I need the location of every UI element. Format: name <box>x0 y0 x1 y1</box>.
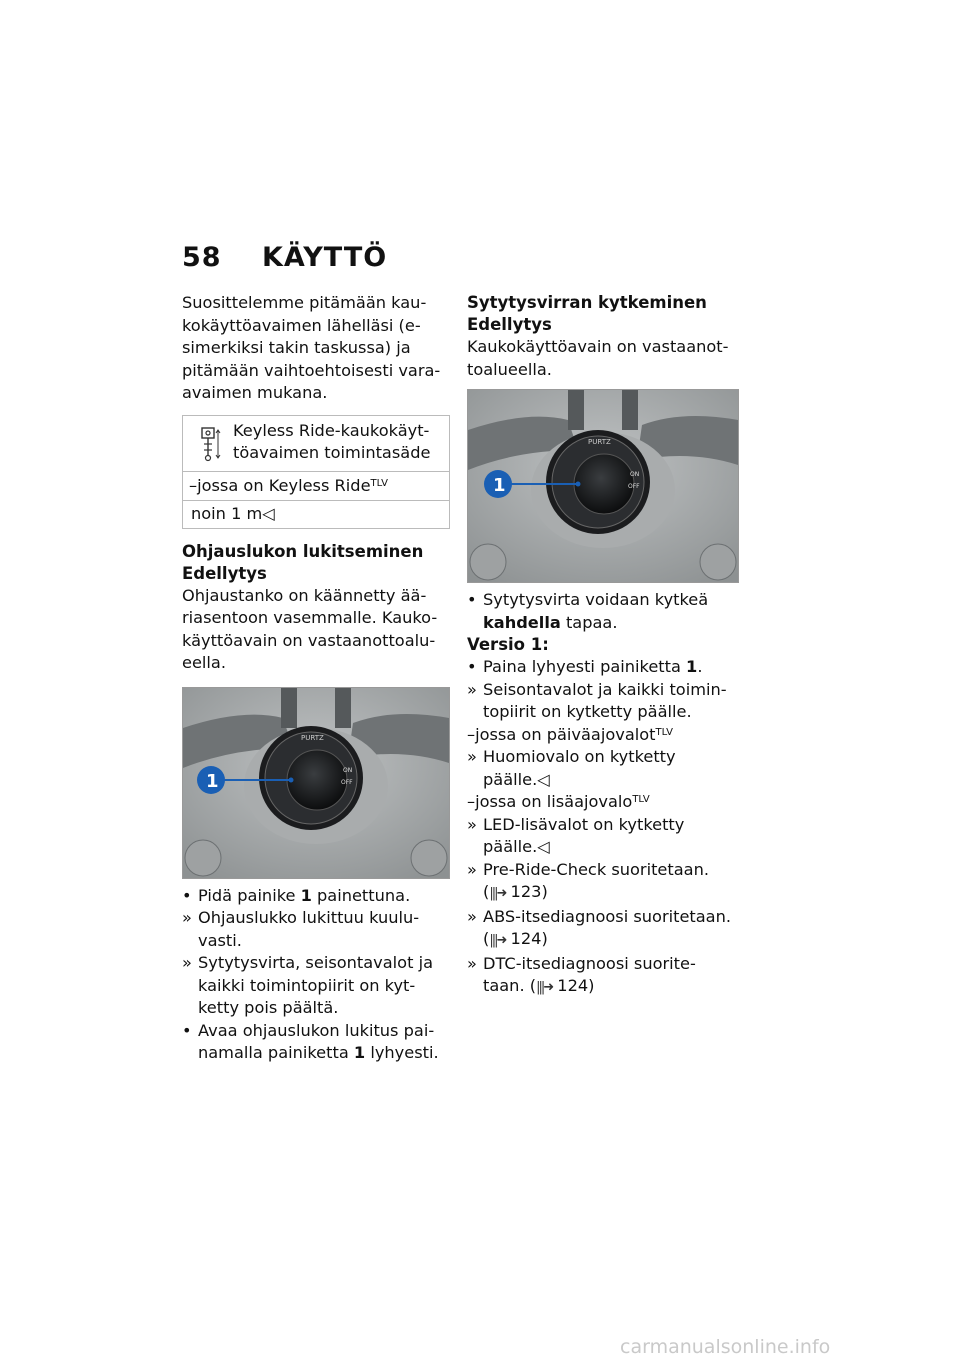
section-title-steering-lock: Ohjauslukon lukitseminen <box>182 541 424 561</box>
step-item: • Paina lyhyesti painiketta 1. <box>467 657 703 676</box>
condition-line: –jossa on lisäajovalo$^{TLV}$ <box>467 792 650 811</box>
range-table-title: töavaimen toimintasäde <box>233 443 431 462</box>
step-item: • Pidä painike 1 painettuna. <box>182 885 411 905</box>
result-item: » Ohjauslukko lukittuu kuulu- vasti. <box>182 908 420 950</box>
intro-line: avaimen mukana. <box>182 383 328 402</box>
result-item: » Huomiovalo on kytketty päälle.◁ <box>467 747 676 789</box>
chapter-title: KÄYTTÖ <box>262 242 388 273</box>
range-table-condition: –jossa on Keyless Ride$^{TLV}$ <box>183 472 449 502</box>
step-item: • Avaa ohjauslukon lukitus pai- namalla painiketta 1 lyhyesti. <box>182 1020 439 1062</box>
svg-text:ON: ON <box>343 766 353 774</box>
section-title-ignition: Sytytysvirran kytkeminen <box>467 293 707 312</box>
svg-text:OFF: OFF <box>628 483 640 490</box>
page-ref[interactable]: 124 <box>510 929 542 948</box>
result-item: » ABS-itsediagnoosi suoritetaan. (|||➜ 124) <box>467 906 739 953</box>
intro-line: Suosittelemme pitämään kau- <box>182 293 427 312</box>
precondition-line: Ohjaustanko on käännetty ää- <box>182 585 427 605</box>
page-ref[interactable]: 123 <box>510 882 542 901</box>
range-table-value: noin 1 m◁ <box>191 504 275 523</box>
precondition-label: Edellytys <box>182 563 267 583</box>
precondition-line: eella. <box>182 653 226 672</box>
version-label: Versio 1: <box>467 635 549 654</box>
result-item: » Pre-Ride-Check suoritetaan. (|||➜ 123) <box>467 859 739 906</box>
range-table-title: Keyless Ride-kaukokäyt- <box>233 420 430 440</box>
intro-line: kokäyttöavaimen lähelläsi (e- <box>182 315 421 335</box>
svg-text:OFF: OFF <box>341 778 353 786</box>
precondition-line: käyttöavain on vastaanottoalu- <box>182 630 436 650</box>
condition-line: –jossa on päiväajovalot$^{TLV}$ <box>467 724 673 744</box>
precondition-line: Kaukokäyttöavain on vastaanot- <box>467 337 729 356</box>
key-range-icon <box>189 420 233 465</box>
page-ref-arrow-icon: |||➜ <box>536 980 553 995</box>
callout-1: 1 <box>493 475 506 496</box>
page-header <box>182 242 387 273</box>
range-table <box>182 415 450 529</box>
page-ref-arrow-icon: |||➜ <box>489 886 506 901</box>
result-item: » DTC-itsediagnoosi suorite- taan. (|||➜ 124) <box>467 953 739 1000</box>
info-item: • Sytytysvirta voidaan kytkeä kahdella tapaa. <box>467 590 709 632</box>
precondition-line: toalueella. <box>467 359 552 379</box>
left-column <box>182 292 450 1065</box>
ignition-button-photo <box>467 389 739 583</box>
precondition-line: riasentoon vasemmalle. Kauko- <box>182 608 438 627</box>
range-table-header <box>183 416 449 472</box>
ignition-button-photo <box>182 687 450 879</box>
svg-text:ON: ON <box>630 471 640 478</box>
intro-line: pitämään vaihtoehtoisesti vara- <box>182 360 441 380</box>
result-item: » Seisontavalot ja kaikki toimin- topiirit on kytketty päälle. <box>467 679 727 721</box>
svg-text:PURTZ: PURTZ <box>588 438 611 446</box>
precondition-label: Edellytys <box>467 315 552 334</box>
intro-line: simerkiksi takin taskussa) ja <box>182 338 411 357</box>
right-column <box>467 292 739 1000</box>
result-item: » Sytytysvirta, seisontavalot ja kaikki toimintopiirit on kyt- ketty pois päältä. <box>182 953 433 1017</box>
page-ref[interactable]: 124 <box>557 976 589 995</box>
watermark: carmanualsonline.info <box>620 1336 831 1358</box>
page-ref-arrow-icon: |||➜ <box>489 933 506 948</box>
callout-1: 1 <box>206 770 219 792</box>
svg-text:PURTZ: PURTZ <box>301 733 324 742</box>
result-item: » LED-lisävalot on kytketty päälle.◁ <box>467 814 685 856</box>
page-number: 58 <box>182 242 222 273</box>
